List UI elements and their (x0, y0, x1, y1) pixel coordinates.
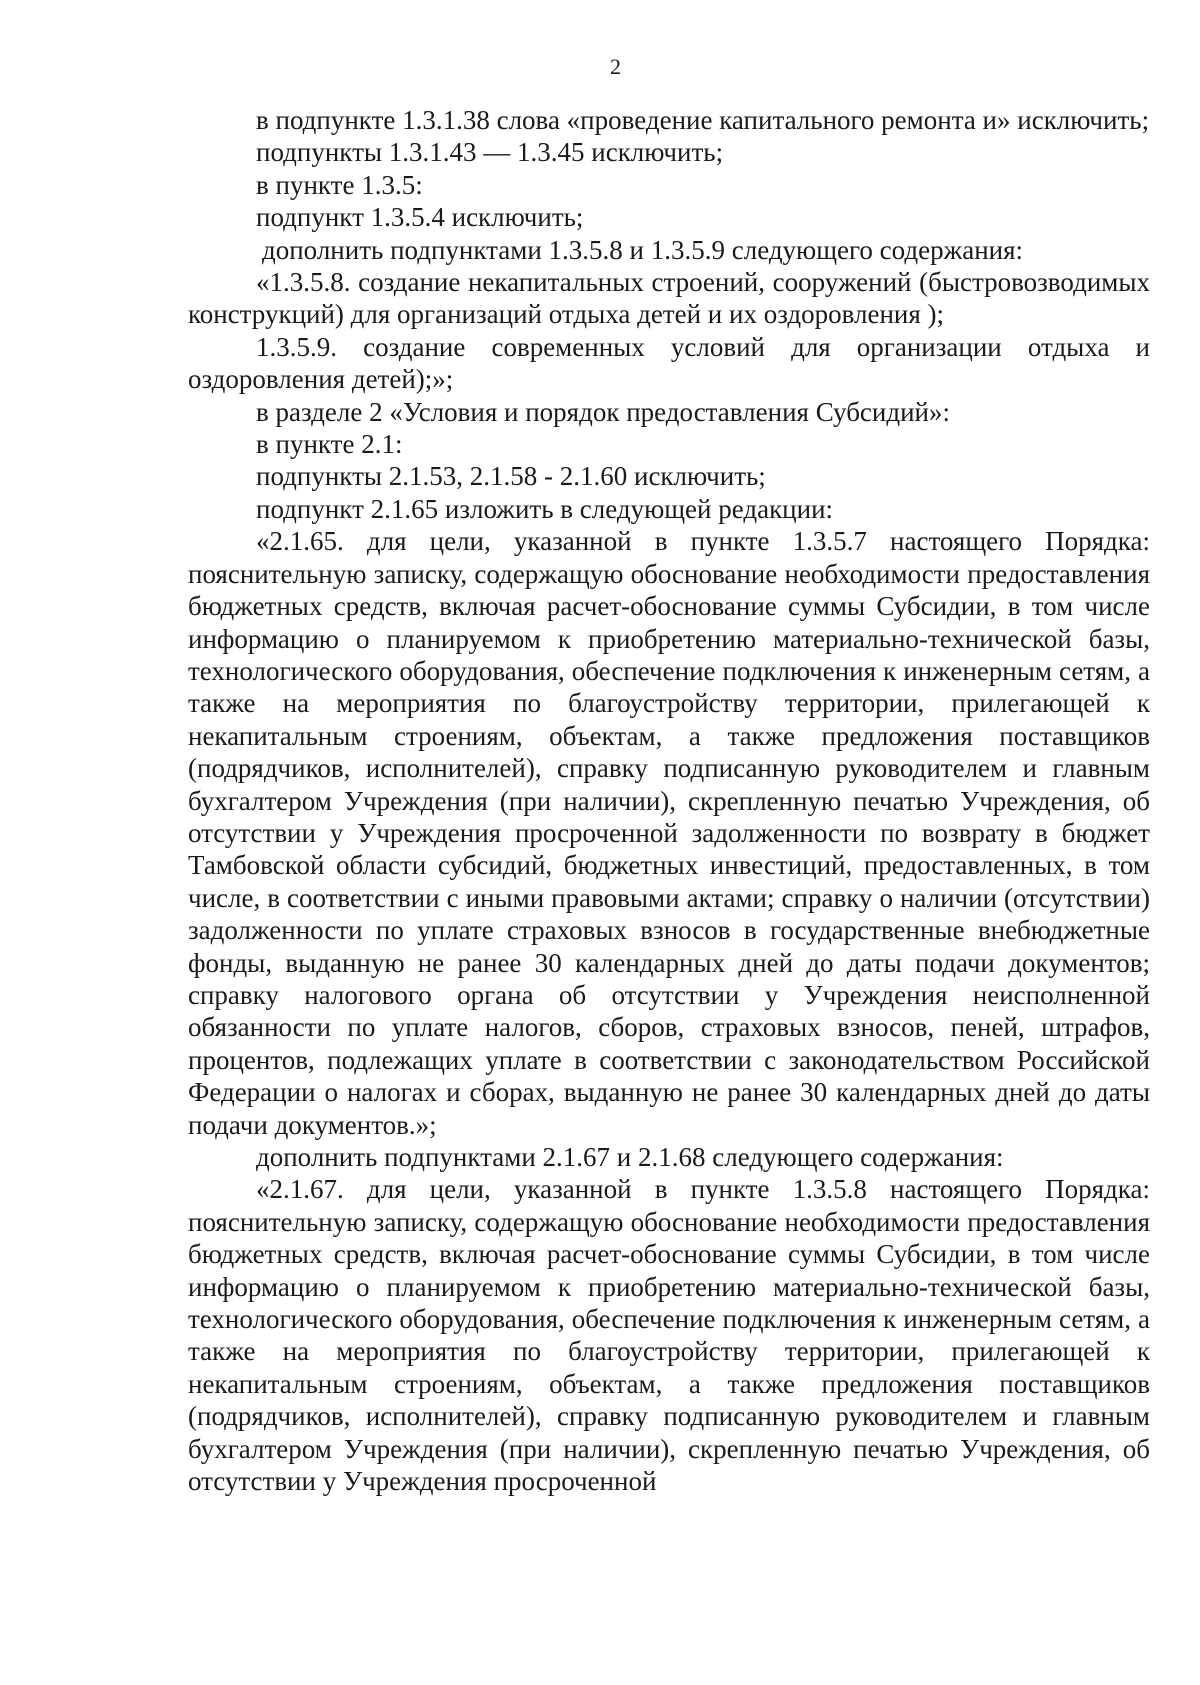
paragraph-text-2-1-67: «2.1.67. для цели, указанной в пункте 1.3.5.8 настоящего Порядка: пояснительную записку, содержащую обоснование необходимости предоставления бюджетных средств, включая расчет-обоснование суммы Субсидии, в том числе информацию о планируемом к приобретению материально-технической базы, технологического оборудования, обеспечение подключения к инженерным сетям, а также на мероприятия по благоустройству территории, прилегающей к некапитальным строениям, объектам, а также предложения поставщиков (подрядчиков, исполнителей), справку подписанную руководителем и главным бухгалтером Учреждения (при наличии), скрепленную печатью Учреждения, об отсутствии у Учреждения просроченной (188, 1174, 1150, 1497)
paragraph-add-1-3-5-8-and-9: дополнить подпунктами 1.3.5.8 и 1.3.5.9 следующего содержания: (262, 234, 1024, 265)
page-number: 2 (610, 54, 621, 79)
document-body (188, 104, 1150, 1497)
paragraph-text-2-1-65: «2.1.65. для цели, указанной в пункте 1.3.5.7 настоящего Порядка: пояснительную записку, содержащую обоснование необходимости предоставления бюджетных средств, включая расчет-обоснование суммы Субсидии, в том числе информацию о планируемом к приобретению материально-технической базы, технологического оборудования, обеспечение подключения к инженерным сетям, а также на мероприятия по благоустройству территории, прилегающей к некапитальным строениям, объектам, а также предложения поставщиков (подрядчиков, исполнителей), справку подписанную руководителем и главным бухгалтером Учреждения (при наличии), скрепленную печатью Учреждения, об отсутствии у Учреждения просроченной задолженности по возврату в бюджет Тамбовской области субсидий, бюджетных инвестиций, предоставленных, в том числе, в соответствии с иными правовыми актами; справку о наличии (отсутствии) задолженности по уплате страховых взносов в государственные внебюджетные фонды, выданную не ранее 30 календарных дней до даты подачи документов; справку налогового органа об отсутствии у Учреждения неисполненной обязанности по уплате налогов, сборов, страховых взносов, пеней, штрафов, процентов, подлежащих уплате в соответствии с законодательством Российской Федерации о налогах и сборах, выданную не ранее 30 календарных дней до даты подачи документов.»; (188, 526, 1150, 1140)
paragraph-subclause-1-3-1-38: в подпункте 1.3.1.38 слова «проведение капитального ремонта и» исключить; (256, 105, 1150, 135)
paragraph-text-1-3-5-9: 1.3.5.9. создание современных условий для организации отдыха и оздоровления детей);»; (188, 331, 1150, 395)
paragraph-clause-1-3-5: в пункте 1.3.5: (256, 169, 423, 200)
paragraph-subclause-1-3-5-4: подпункт 1.3.5.4 исключить; (256, 202, 584, 233)
paragraph-subclauses-1-3-1-43-exclude: подпункты 1.3.1.43 — 1.3.45 исключить; (256, 137, 724, 168)
paragraph-text-1-3-5-8: «1.3.5.8. создание некапитальных строений, сооружений (быстровозводимых конструкций) для организаций отдыха детей и их оздоровления ); (188, 267, 1150, 330)
paragraph-subclause-2-1-65-intro: подпункт 2.1.65 изложить в следующей редакции: (256, 493, 834, 524)
paragraph-section-2: в разделе 2 «Условия и порядок предоставления Субсидий»: (256, 396, 950, 427)
paragraph-add-2-1-67-and-68: дополнить подпунктами 2.1.67 и 2.1.68 следующего содержания: (256, 1142, 1004, 1172)
paragraph-clause-2-1: в пункте 2.1: (256, 429, 403, 460)
paragraph-subclauses-2-1-exclude: подпункты 2.1.53, 2.1.58 - 2.1.60 исключить; (256, 461, 766, 492)
